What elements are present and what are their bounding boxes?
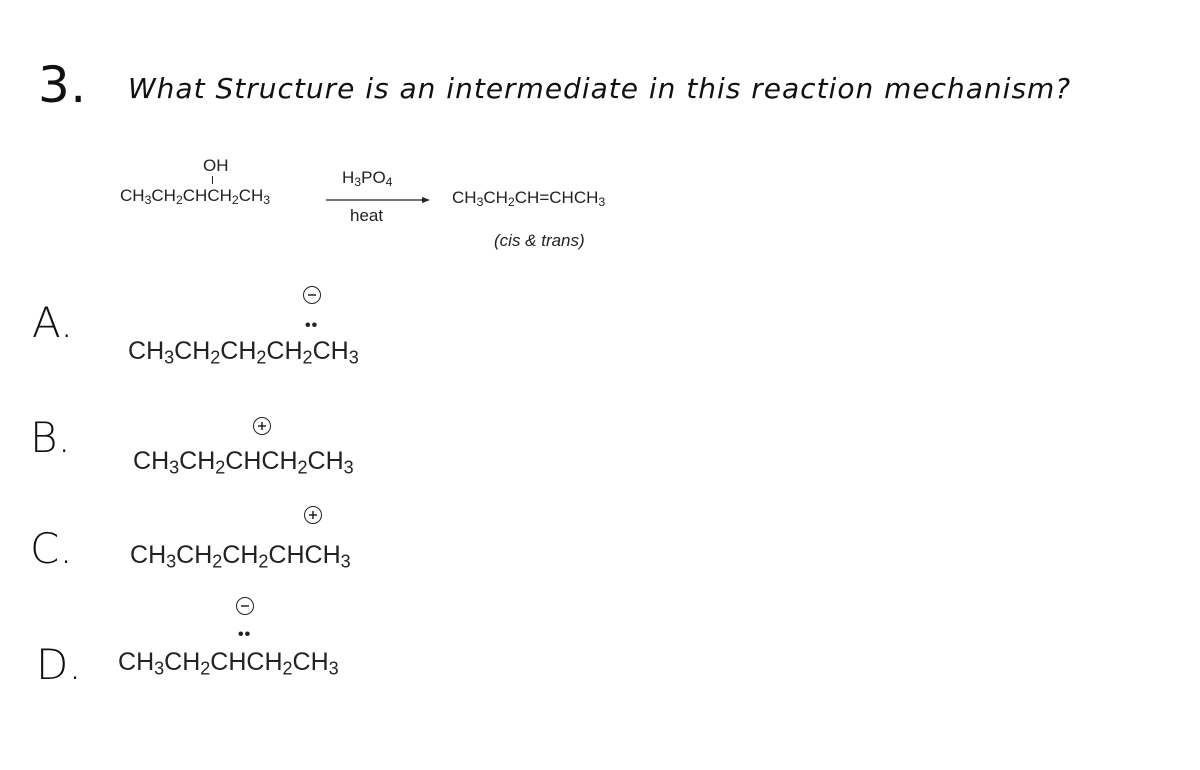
negative-charge-icon: [236, 597, 254, 615]
reaction-arrow-icon: [326, 195, 430, 205]
lone-pair-dots: ••: [305, 317, 319, 334]
option-c-label: C.: [30, 524, 73, 573]
option-a-formula: $CH_3CH_2CH_2CH_2CH_3$: [128, 337, 359, 368]
product-note: (cis & trans): [494, 231, 585, 250]
oh-bond-line: [212, 176, 213, 184]
option-d-formula: $CH_3CH_2CHCH_2CH_3$: [118, 648, 339, 679]
negative-charge-icon: [303, 286, 321, 304]
reactant-oh-group: OH: [203, 156, 229, 175]
option-b-formula: $CH_3CH_2CHCH_2CH_3$: [133, 447, 354, 478]
reagent-h3po4: $H_3PO_4$: [342, 168, 393, 190]
option-c-formula: $CH_3CH_2CH_2CHCH_3$: [130, 541, 351, 572]
product-formula: $CH_3CH_2CH=CHCH_3$: [452, 188, 606, 210]
lone-pair-dots: ••: [238, 626, 252, 643]
reactant-formula: $CH_3CH_2CHCH_2CH_3$: [120, 186, 271, 208]
reagent-heat: heat: [350, 206, 384, 225]
option-d-label: D.: [36, 640, 82, 689]
question-number: 3.: [38, 56, 87, 114]
option-b-label: B.: [30, 413, 71, 462]
positive-charge-icon: [253, 417, 271, 435]
positive-charge-icon: [304, 506, 322, 524]
option-a-label: A.: [32, 298, 74, 347]
question-text: What Structure is an intermediate in this reaction mechanism?: [128, 72, 1072, 105]
